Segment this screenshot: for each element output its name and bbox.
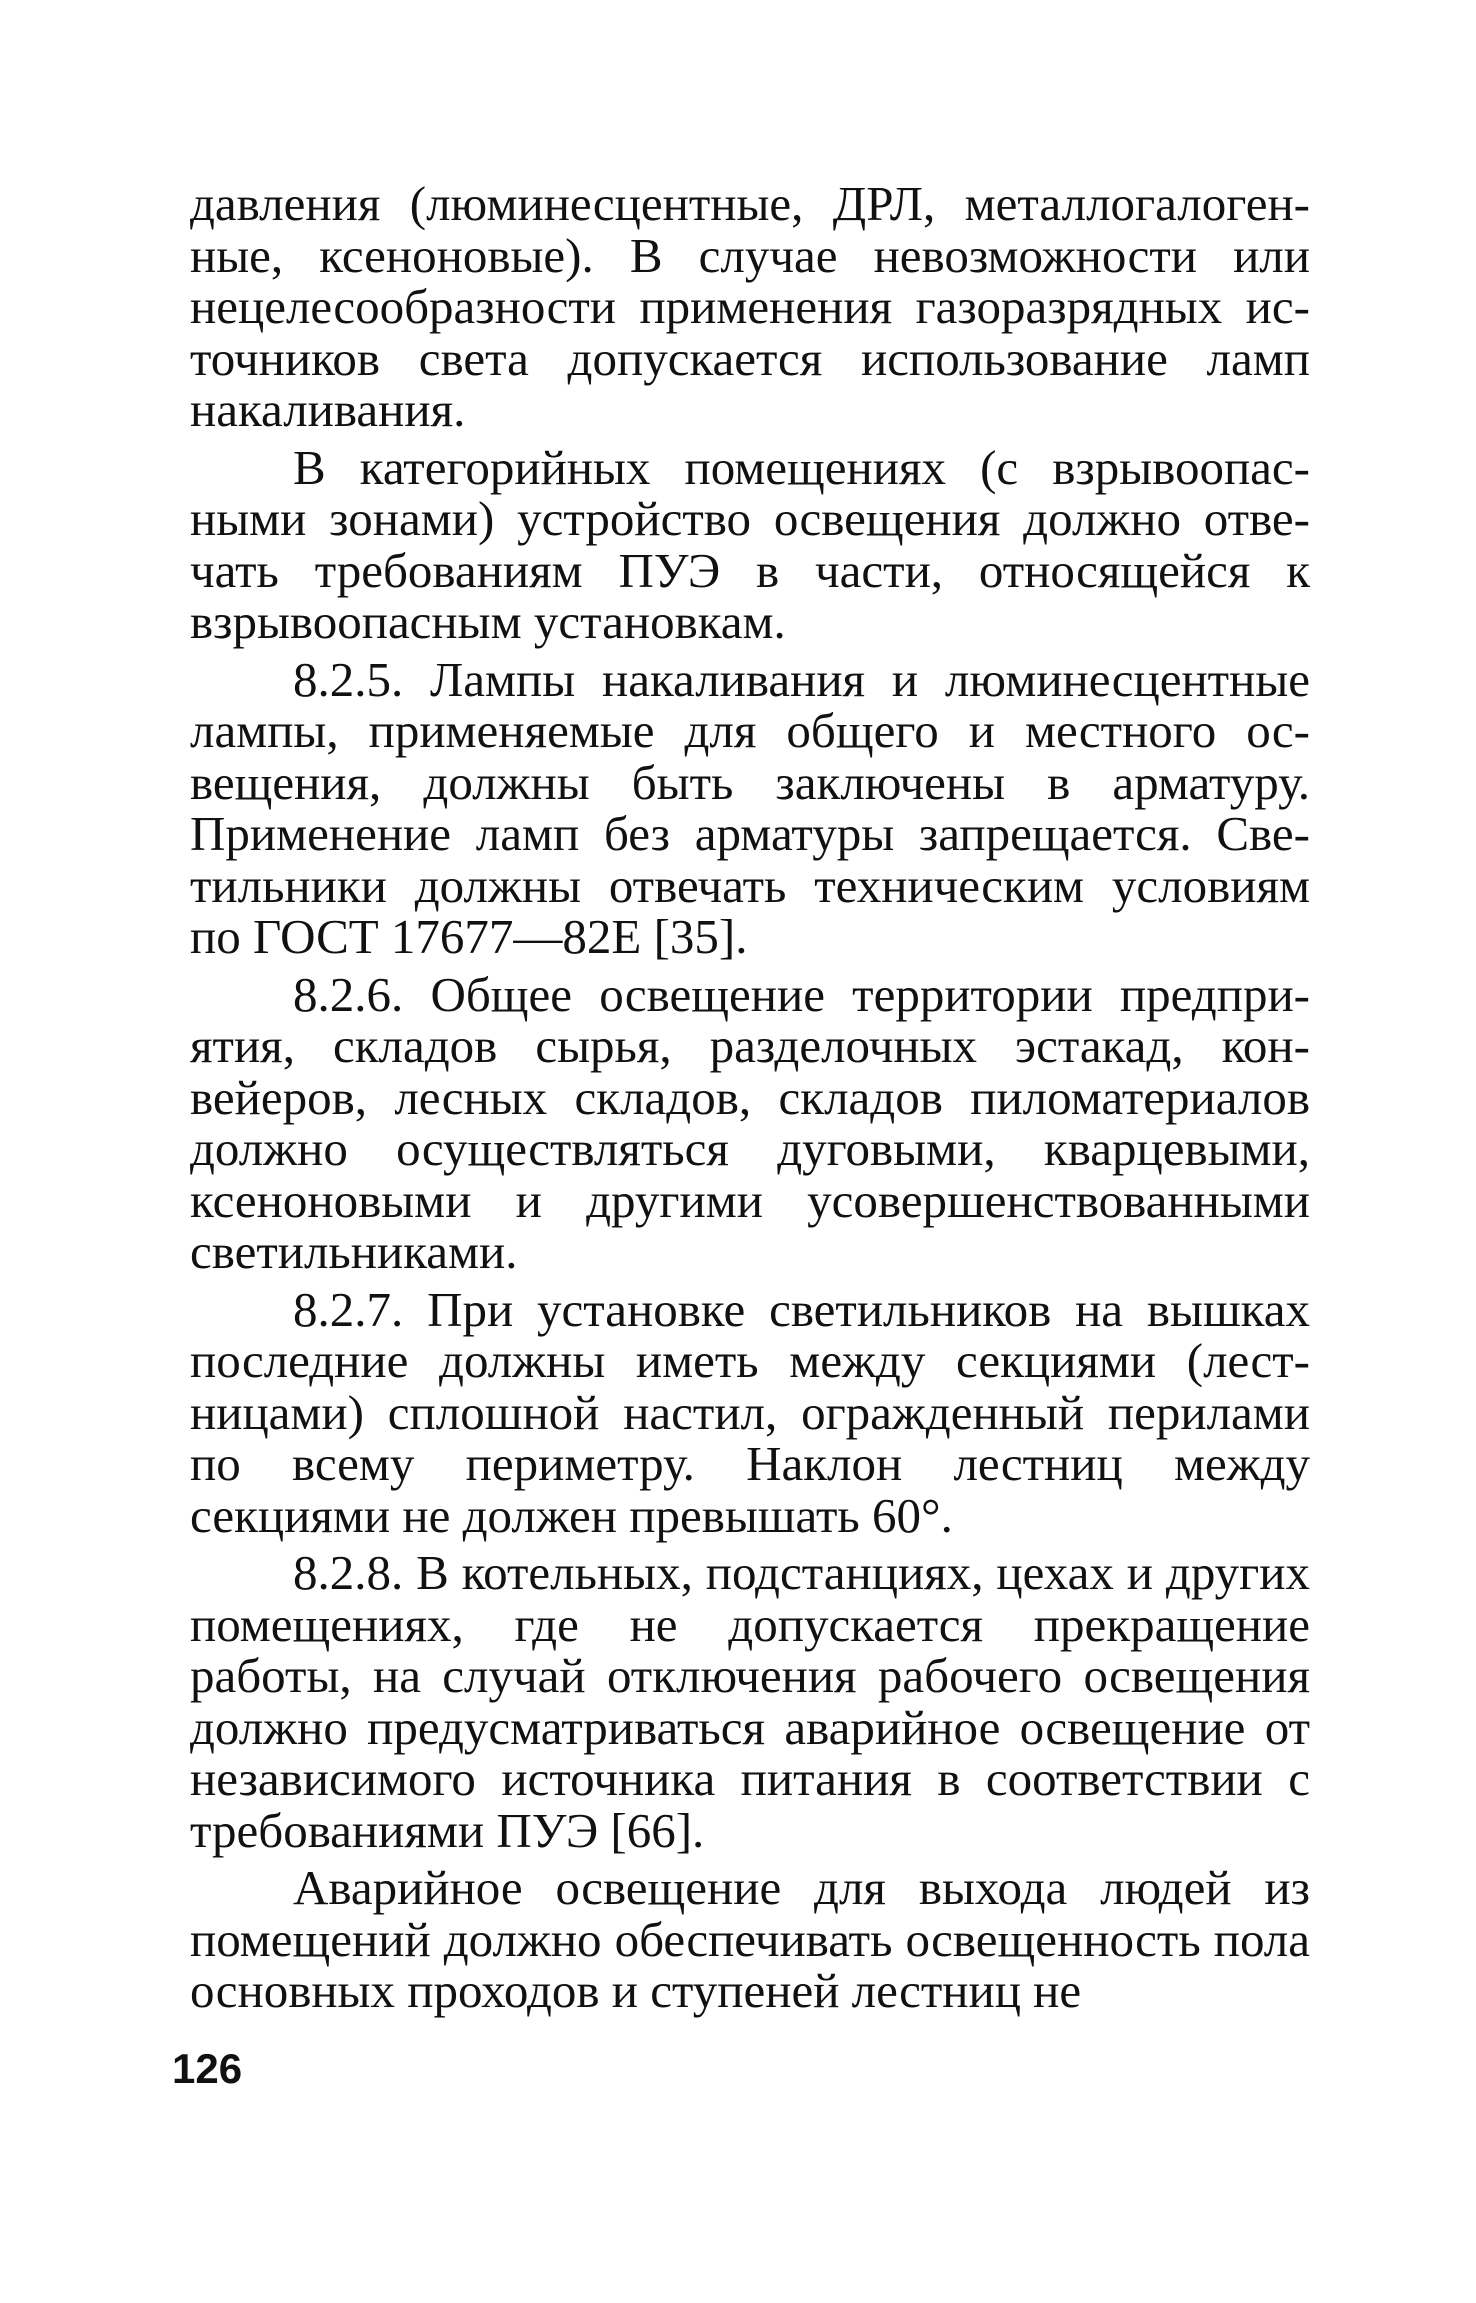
body-text bbox=[190, 178, 1310, 2023]
page-number: 126 bbox=[172, 2045, 243, 2092]
paragraph-emergency-lighting: Аварийное освещение для выхода людей из помещений должно обеспечивать освещенность пола основных проходов и ступеней лестниц не bbox=[190, 1860, 1310, 2018]
paragraph-category-rooms: В категорийных помещениях (с взрывоопасными зонами) устройство освещения должно отвечать требованиям ПУЭ в части, относящейся к взрывоопасным установкам. bbox=[190, 439, 1310, 649]
paragraph-8-2-7: 8.2.7. При установке светильников на вышках последние должны иметь между секциями (лестницами) сплошной настил, огражденный перилами по всему периметру. Наклон лестниц между секциями не должен превышать 60°. bbox=[190, 1281, 1310, 1543]
paragraph-continuation: давления (люминесцентные, ДРЛ, металлогалогенные, ксеноновые). В случае невозможности или нецелесообразности применения газоразрядных источников света допускается использование ламп накаливания. bbox=[190, 176, 1310, 437]
paragraph-8-2-8: 8.2.8. В котельных, подстанциях, цехах и других помещениях, где не допускается прекращение работы, на случай отключения рабочего освещения должно предусматриваться аварийное освещение от независимого источника питания в соответствии с требованиями ПУЭ [66]. bbox=[190, 1545, 1310, 1858]
paragraph-8-2-6: 8.2.6. Общее освещение территории предприятия, складов сырья, разделочных эстакад, конвейеров, лесных складов, складов пиломатериалов должно осуществляться дуговыми, кварцевыми, ксеноновыми и другими усовершенствованными светильниками. bbox=[190, 966, 1310, 1279]
paragraph-8-2-5: 8.2.5. Лампы накаливания и люминесцентные лампы, применяемые для общего и местного освещения, должны быть заключены в арматуру. Применение ламп без арматуры запрещается. Светильники должны отвечать техническим условиям по ГОСТ 17677—82Е [35]. bbox=[190, 651, 1310, 964]
